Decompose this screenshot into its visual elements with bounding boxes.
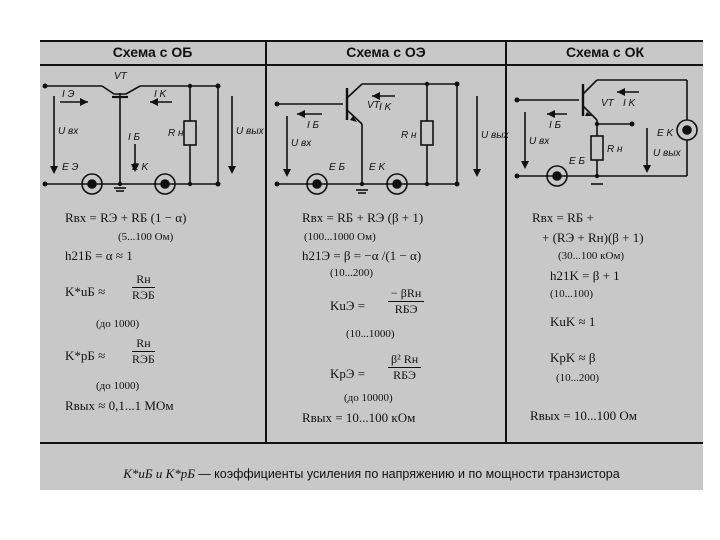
footer-text: — коэффициенты усиления по напряжению и по мощности транзистора bbox=[198, 467, 620, 481]
label-uin-oe: U вх bbox=[291, 138, 312, 149]
ok-rin-formula-line2: + (RЭ + Rн)(β + 1) bbox=[542, 230, 644, 245]
oe-kp-numerator: β² Rн bbox=[388, 352, 421, 368]
label-uout-ok: U вых bbox=[653, 148, 681, 159]
ob-ku-fraction bbox=[132, 272, 155, 303]
label-uout-oe: U вых bbox=[481, 130, 509, 141]
label-ee-ob: E Э bbox=[62, 162, 79, 173]
label-vt-oe: VT bbox=[367, 100, 380, 111]
label-ib-oe: I Б bbox=[307, 120, 320, 131]
oe-kp-range: (до 10000) bbox=[344, 392, 393, 404]
ok-kp-range: (10...200) bbox=[556, 372, 600, 384]
oe-rin-range: (100...1000 Ом) bbox=[304, 231, 376, 243]
label-eb-oe: E Б bbox=[329, 162, 345, 173]
header-oe: Схема с ОЭ bbox=[346, 44, 426, 60]
label-ek-ok: E K bbox=[657, 128, 674, 139]
ob-kp-numerator: Rн bbox=[132, 336, 155, 352]
ok-kp-formula: KpK ≈ β bbox=[550, 350, 596, 365]
label-vt-ob: VT bbox=[114, 71, 127, 82]
oe-kp-fraction bbox=[388, 352, 421, 383]
circuit-ob-diagram bbox=[40, 66, 265, 206]
label-ik-ob: I K bbox=[154, 89, 167, 100]
oe-ku-lhs: KuЭ = bbox=[330, 298, 366, 313]
label-rn-ok: R н bbox=[607, 144, 623, 155]
label-ik-oe: I K bbox=[379, 102, 392, 113]
label-rn-ob: R н bbox=[168, 128, 184, 139]
footer-note bbox=[40, 458, 703, 490]
header-ob: Схема с ОБ bbox=[112, 44, 193, 60]
label-ib-ok: I Б bbox=[549, 120, 562, 131]
ok-h21-formula: h21K = β + 1 bbox=[550, 268, 620, 283]
circuit-ok-diagram bbox=[507, 66, 703, 206]
label-ie-ob: I Э bbox=[62, 89, 75, 100]
oe-h21-range: (10...200) bbox=[330, 267, 374, 279]
ob-rin-formula: Rвх = RЭ + RБ (1 − α) bbox=[65, 210, 187, 225]
ob-rout-formula: Rвых ≈ 0,1...1 МОм bbox=[65, 398, 174, 413]
ob-ku-range: (до 1000) bbox=[96, 318, 140, 330]
label-ek-ob: E K bbox=[132, 162, 149, 173]
oe-rin-formula: Rвх = RБ + RЭ (β + 1) bbox=[302, 210, 424, 225]
ob-ku-lhs: K*uБ ≈ bbox=[65, 284, 106, 299]
ob-ku-numerator: Rн bbox=[132, 272, 155, 288]
label-ek-oe: E K bbox=[369, 162, 386, 173]
ob-kp-fraction bbox=[132, 336, 155, 367]
label-uout-ob: U вых bbox=[236, 126, 264, 137]
footer-divider bbox=[40, 442, 703, 444]
circuit-oe-diagram bbox=[267, 66, 509, 206]
ob-rin-range: (5...100 Ом) bbox=[118, 231, 174, 243]
ok-h21-range: (10...100) bbox=[550, 288, 594, 300]
label-ik-ok: I K bbox=[623, 98, 636, 109]
label-uin-ob: U вх bbox=[58, 126, 79, 137]
table-panel bbox=[40, 40, 703, 490]
oe-h21-formula: h21Э = β = −α /(1 − α) bbox=[302, 248, 422, 263]
footer-symbols: K*uБ и K*pБ bbox=[123, 466, 195, 481]
oe-rout-formula: Rвых = 10...100 кОм bbox=[302, 410, 416, 425]
label-uin-ok: U вх bbox=[529, 136, 550, 147]
oe-ku-denominator: RБЭ bbox=[394, 302, 418, 316]
ob-kp-denominator: RЭБ bbox=[132, 352, 155, 366]
ob-kp-range: (до 1000) bbox=[96, 380, 140, 392]
oe-ku-fraction bbox=[388, 286, 424, 317]
label-rn-oe: R н bbox=[401, 130, 417, 141]
oe-ku-numerator: − βRн bbox=[388, 286, 424, 302]
oe-kp-denominator: RБЭ bbox=[393, 368, 416, 382]
ob-h21-formula: h21Б = α ≈ 1 bbox=[65, 248, 133, 263]
label-ib-ob: I Б bbox=[128, 132, 141, 143]
header-ok: Схема с ОК bbox=[565, 44, 645, 60]
ob-ku-denominator: RЭБ bbox=[132, 288, 155, 302]
ob-kp-lhs: K*pБ ≈ bbox=[65, 348, 106, 363]
ok-ku-formula: KuK ≈ 1 bbox=[550, 314, 596, 329]
label-eb-ok: E Б bbox=[569, 156, 585, 167]
oe-kp-lhs: KpЭ = bbox=[330, 366, 366, 381]
ok-rin-range: (30...100 кОм) bbox=[558, 250, 625, 262]
label-vt-ok: VT bbox=[601, 98, 614, 109]
ok-rout-formula: Rвых = 10...100 Ом bbox=[530, 408, 637, 423]
ok-rin-formula-line1: Rвх = RБ + bbox=[532, 210, 594, 225]
oe-ku-range: (10...1000) bbox=[346, 328, 395, 340]
